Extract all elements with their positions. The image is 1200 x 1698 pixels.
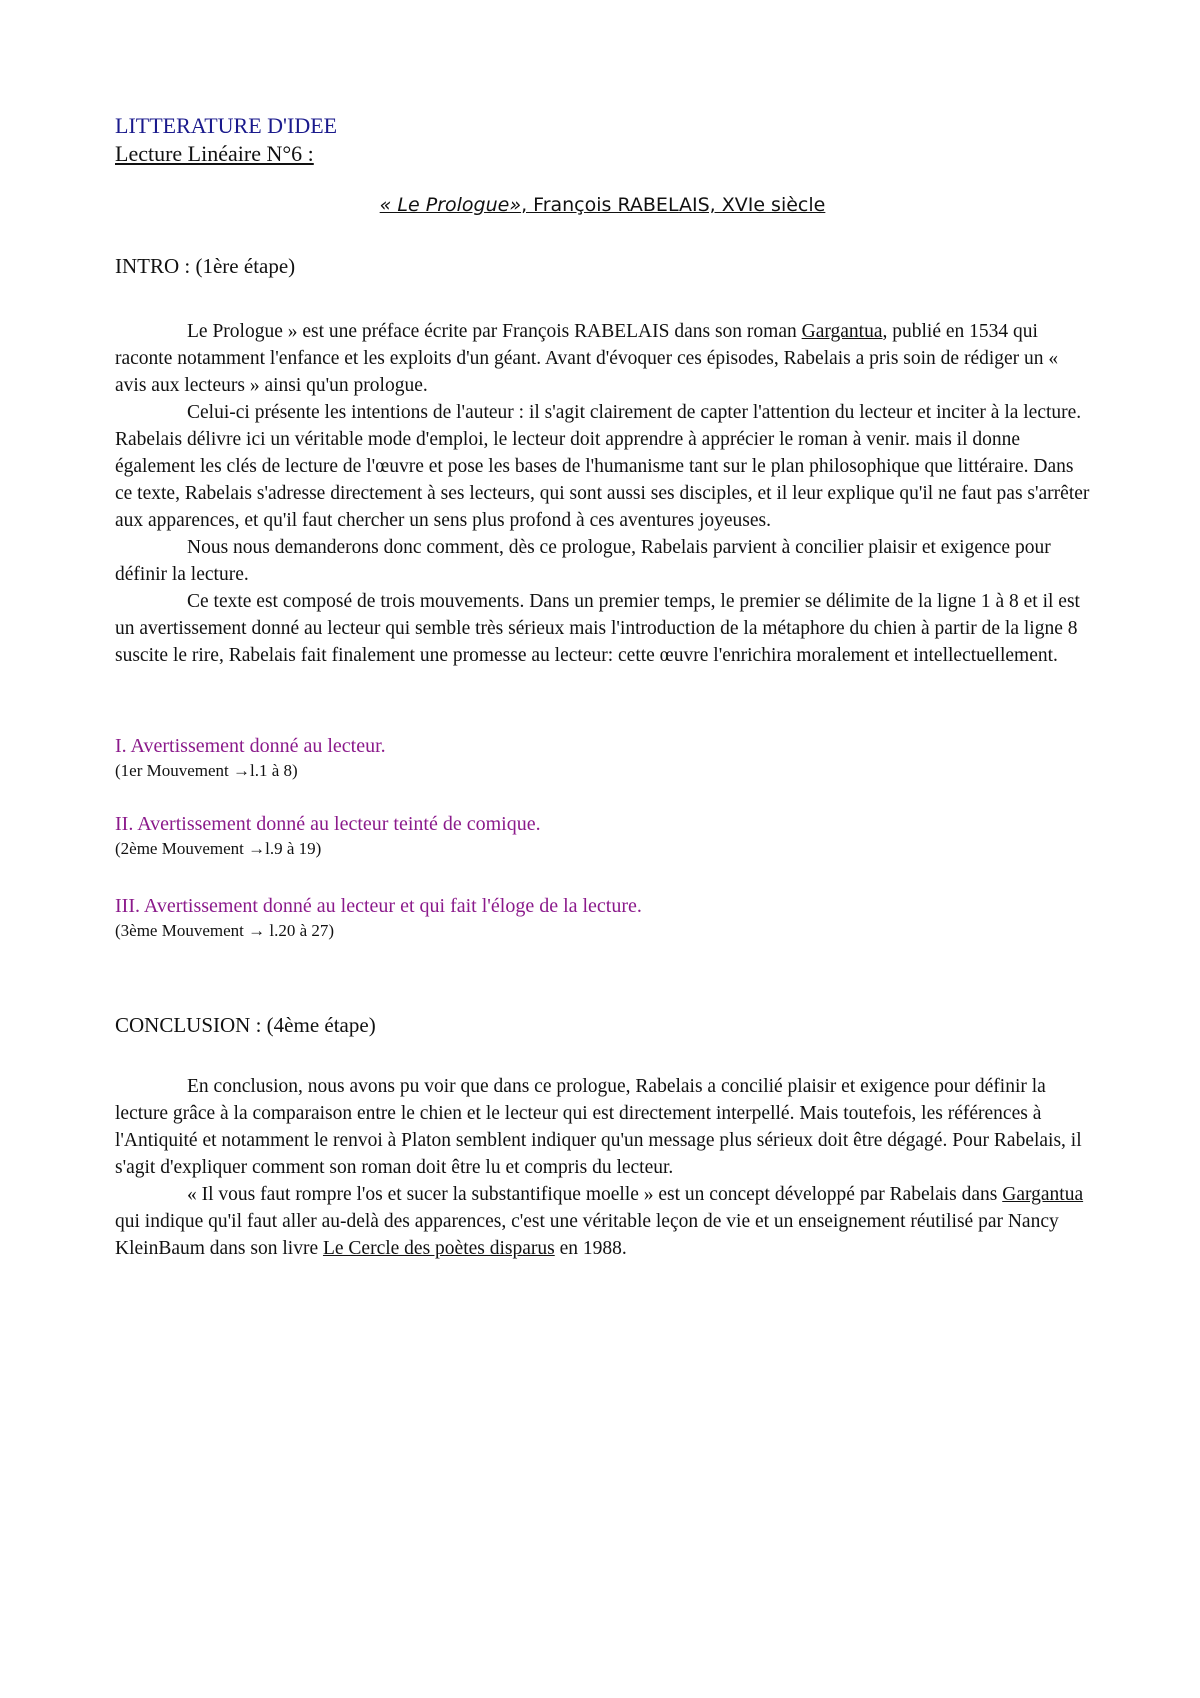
conclusion-paragraph-1: En conclusion, nous avons pu voir que dans ce prologue, Rabelais a concilié plaisir et exigence pour définir la lecture grâce à la comparaison entre le chien et le lecteur qui est directement interpellé. Mais toutefois, les références à l'Antiquité et notamment le renvoi à Platon semblent indiquer qu'un message plus sérieux doit être dégagé. Pour Rabelais, il s'agit d'expliquer comment son roman doit être lu et compris du lecteur. [115, 1076, 1082, 1178]
document-page [115, 112, 1090, 1262]
intro-paragraph-1 [115, 318, 1090, 399]
intro-p1-text-a: Le Prologue » est une préface écrite par François RABELAIS dans son roman [187, 321, 802, 342]
movement-2 [115, 811, 1090, 861]
intro-paragraph-4: Ce texte est composé de trois mouvements. Dans un premier temps, le premier se délimite de la ligne 1 à 8 et il est un avertissement donné au lecteur qui semble très sérieux mais l'introduction de la métaphore du chien à partir de la ligne 8 suscite le rire, Rabelais fait finalement une promesse au lecteur: cette œuvre l'enrichira moralement et intellectuellement. [115, 591, 1080, 666]
movement-1 [115, 733, 1090, 783]
intro-paragraph-3: Nous nous demanderons donc comment, dès ce prologue, Rabelais parvient à concilier plaisir et exigence pour définir la lecture. [115, 537, 1051, 585]
movement-range: (1er Mouvement →l.1 à 8) [115, 761, 298, 780]
conclusion-label: CONCLUSION : (4ème étape) [115, 1013, 376, 1037]
intro-p1-text-b: , publié en 1534 qui raconte notamment l'enfance et les exploits d'un géant. Avant d'évoquer ces épisodes, Rabelais a pris soin de rédiger un « avis aux lecteurs » ainsi qu'un prologue. [115, 321, 1059, 396]
author-century: , François RABELAIS, XVIe siècle [521, 194, 826, 216]
intro-paragraph-2: Celui-ci présente les intentions de l'auteur : il s'agit clairement de capter l'attention du lecteur et inciter à la lecture. Rabelais délivre ici un véritable mode d'emploi, le lecteur doit apprendre à apprécier le roman à venir. mais il donne également les clés de lecture de l'œuvre et pose les bases de l'humanisme tant sur le plan philosophique que littéraire. Dans ce texte, Rabelais s'adresse directement à ses lecteurs, qui sont aussi ses disciples, et il leur explique qu'il ne faut pas s'arrêter aux apparences, et qu'il faut chercher un sens plus profond à ces aventures joyeuses. [115, 402, 1090, 531]
concl-p2-text-c: en 1988. [554, 1238, 627, 1259]
movement-3 [115, 893, 1090, 943]
intro-section [115, 318, 1090, 669]
movement-title: II. Avertissement donné au lecteur teinté de comique. [115, 813, 541, 835]
document-title [115, 192, 1090, 218]
lecture-heading: Lecture Linéaire N°6 : [115, 141, 314, 166]
movement-range: (3ème Mouvement → l.20 à 27) [115, 921, 335, 940]
movement-title: I. Avertissement donné au lecteur. [115, 735, 386, 757]
conclusion-section [115, 1073, 1090, 1262]
gargantua-title: Gargantua [1002, 1184, 1084, 1205]
gargantua-title: Gargantua [801, 321, 883, 342]
category-heading: LITTERATURE D'IDEE [115, 113, 338, 138]
work-title: « Le Prologue» [379, 194, 522, 216]
concl-p2-text-a: « Il vous faut rompre l'os et sucer la substantifique moelle » est un concept développé par Rabelais dans [187, 1184, 1003, 1205]
movement-title: III. Avertissement donné au lecteur et qui fait l'éloge de la lecture. [115, 895, 642, 917]
concl-p2-text-b: qui indique qu'il faut aller au-delà des apparences, c'est une véritable leçon de vie et un enseignement réutilisé par Nancy KleinBaum dans son livre [115, 1211, 1059, 1259]
conclusion-paragraph-2 [115, 1181, 1090, 1262]
movement-range: (2ème Mouvement →l.9 à 19) [115, 839, 322, 858]
intro-label: INTRO : (1ère étape) [115, 254, 296, 278]
cercle-poetes-title: Le Cercle des poètes disparus [322, 1238, 555, 1259]
